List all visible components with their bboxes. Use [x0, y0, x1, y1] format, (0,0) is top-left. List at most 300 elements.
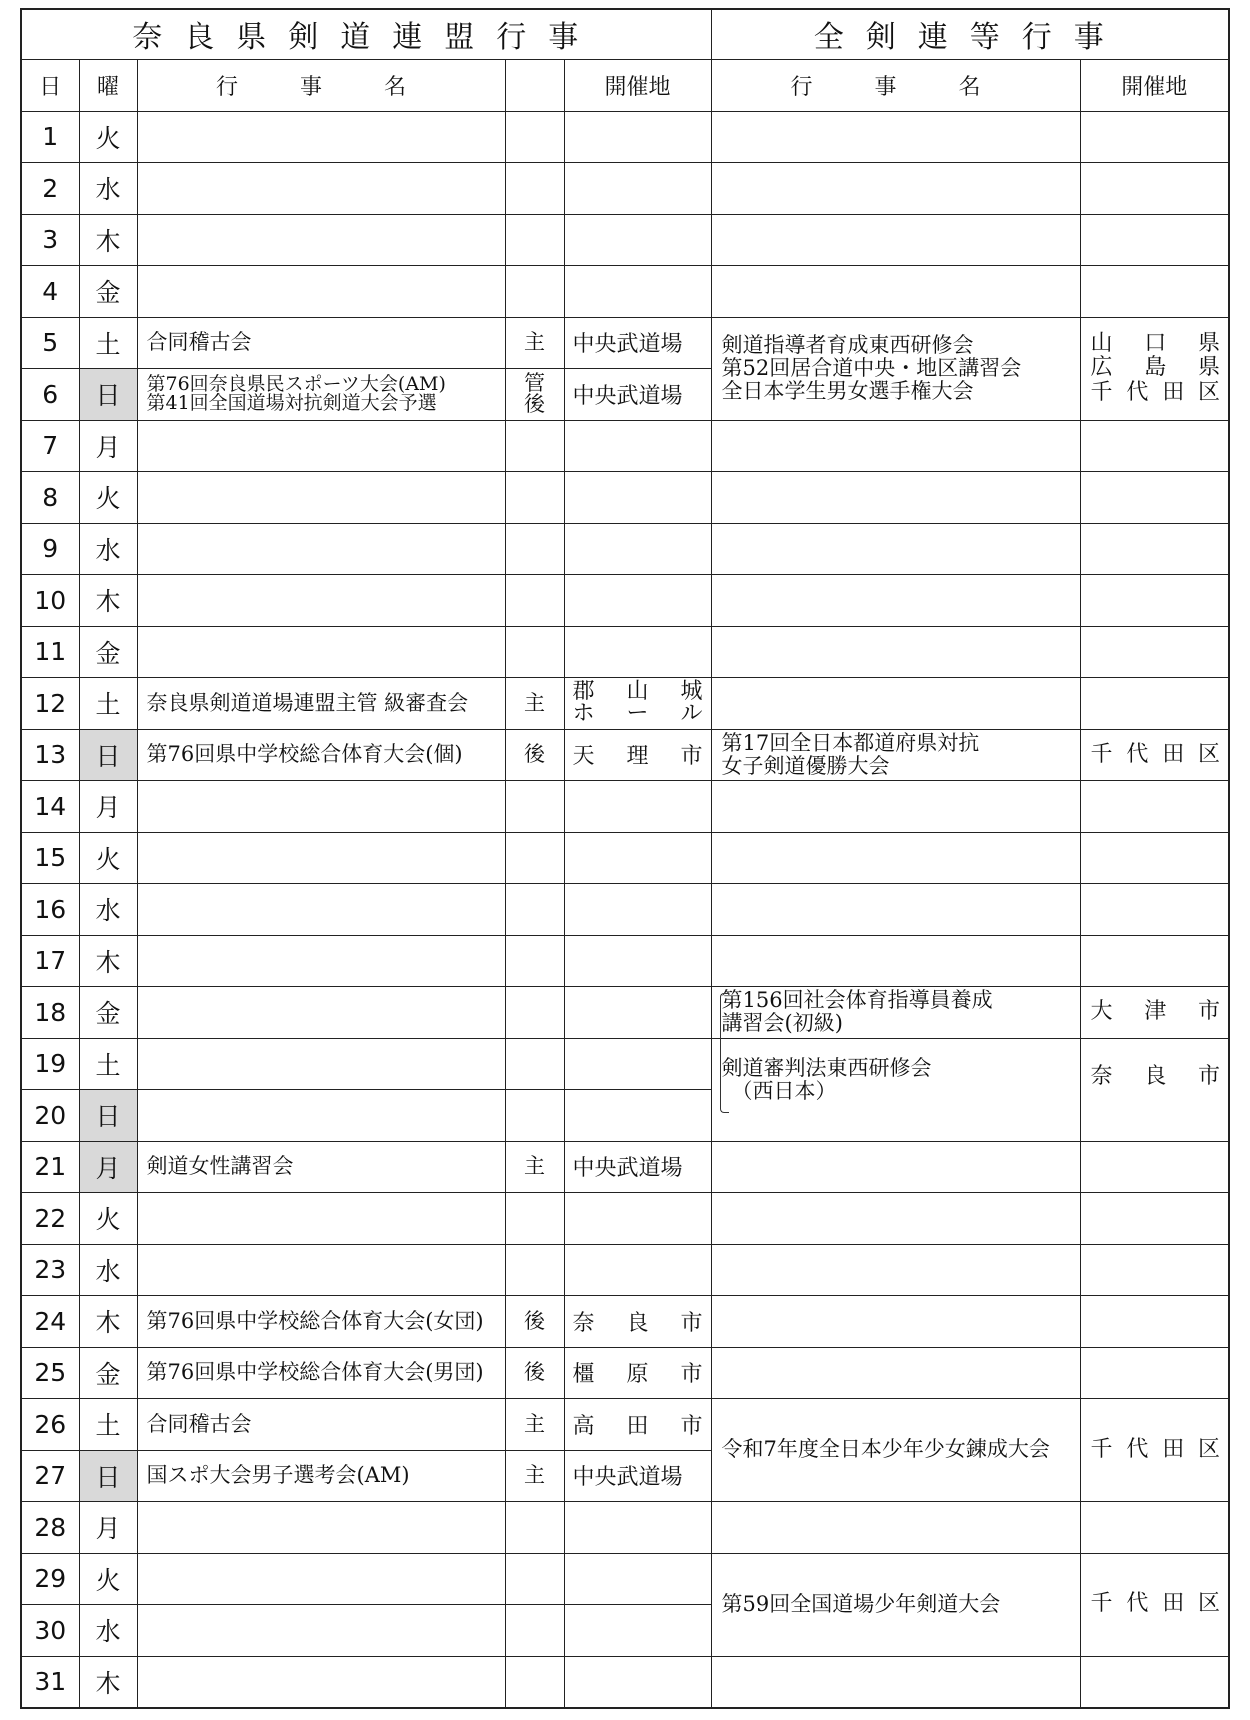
day-row: [21, 1399, 1229, 1451]
nara-event-kind: [505, 1656, 564, 1708]
venue-char: 天: [572, 744, 595, 770]
nara-event-venue: [564, 678, 711, 730]
kind-line: 主: [524, 1463, 545, 1488]
kind-line: 管: [524, 370, 545, 395]
event-line: 第41回全国道場対抗剣道大会予選: [146, 392, 437, 415]
national-event-venue: [1080, 523, 1229, 575]
national-event-line: 全日本学生男女選手権大会: [721, 379, 974, 404]
day-row: [21, 626, 1229, 678]
national-event-name: [711, 523, 1080, 575]
national-event-name: [711, 935, 1080, 987]
national-event-name: [711, 266, 1080, 318]
venue-char: 郡: [572, 679, 595, 705]
nara-event-name: [137, 1656, 505, 1708]
venue-header: 開催地: [564, 59, 711, 111]
weekday: 月: [79, 1502, 137, 1554]
nara-event-venue: [564, 1193, 711, 1245]
nara-event-venue: [564, 1605, 711, 1657]
nara-event-kind: [505, 1502, 564, 1554]
day-row: [21, 575, 1229, 627]
venue-char: 橿: [572, 1362, 595, 1388]
nara-section-title: 奈良県剣道連盟行事: [21, 9, 711, 59]
day-row: [21, 266, 1229, 318]
national-event-venue: [1080, 472, 1229, 524]
nara-event-name: [137, 1450, 505, 1502]
national-event-name: [711, 1296, 1080, 1348]
weekday: 木: [79, 214, 137, 266]
day-number: 5: [21, 317, 79, 369]
nara-event-name: [137, 575, 505, 627]
venue-char: 市: [680, 1310, 703, 1336]
nara-event-kind: [505, 1450, 564, 1502]
nara-event-name: [137, 935, 505, 987]
weekday: 月: [79, 781, 137, 833]
kind-line: 主: [524, 1154, 545, 1179]
weekday: 日: [79, 369, 137, 421]
nara-event-name: [137, 523, 505, 575]
day-number: 29: [21, 1553, 79, 1605]
nara-event-venue: [564, 1347, 711, 1399]
national-event-name: [711, 1656, 1080, 1708]
national-event-name: [711, 1399, 1080, 1502]
national-event-name: [711, 420, 1080, 472]
day-number: 2: [21, 163, 79, 215]
venue-char: 口: [1144, 331, 1167, 357]
day-number: 17: [21, 935, 79, 987]
day-row: [21, 935, 1229, 987]
venue-char: ル: [680, 701, 703, 727]
event-line: 第76回奈良県民スポーツ大会(AM): [146, 372, 446, 395]
national-event-name: [711, 1553, 1080, 1656]
weekday: 火: [79, 1553, 137, 1605]
venue-char: 市: [1198, 999, 1221, 1025]
day-row: [21, 678, 1229, 730]
venue-char: 島: [1144, 355, 1167, 381]
national-event-name: [711, 884, 1080, 936]
nara-event-kind: [505, 317, 564, 369]
nara-event-name: [137, 1193, 505, 1245]
venue-char: 県: [1198, 355, 1221, 381]
nara-event-venue: [564, 884, 711, 936]
nara-event-name: [137, 781, 505, 833]
nara-event-venue: [564, 935, 711, 987]
nara-event-kind: [505, 523, 564, 575]
nara-event-kind: [505, 575, 564, 627]
weekday: 木: [79, 935, 137, 987]
event-line: 奈良県剣道道場連盟主管 級審査会: [146, 690, 469, 715]
weekday: 日: [79, 729, 137, 781]
venue-char: 田: [1162, 741, 1185, 767]
event-line: 第76回県中学校総合体育大会(個): [146, 742, 463, 767]
national-event-line: 第17回全日本都道府県対抗: [721, 730, 980, 755]
weekday: 金: [79, 266, 137, 318]
venue-char: 田: [1162, 1591, 1185, 1617]
nara-event-kind: [505, 781, 564, 833]
venue-char: 区: [1198, 741, 1221, 767]
day-row: [21, 523, 1229, 575]
venue-char: ー: [626, 701, 649, 727]
national-event-name: [711, 1141, 1080, 1193]
venue-char: 市: [680, 744, 703, 770]
nara-event-name: [137, 987, 505, 1039]
venue-char: 代: [1126, 379, 1149, 405]
national-event-venue: [1080, 111, 1229, 163]
venue-char: 中央武道場: [572, 332, 683, 358]
national-event-venue: [1080, 214, 1229, 266]
venue-char: 大: [1090, 999, 1113, 1025]
venue-char: 市: [1198, 1063, 1221, 1089]
weekday: 金: [79, 987, 137, 1039]
venue-char: 千: [1090, 379, 1113, 405]
venue-char: 田: [1162, 379, 1185, 405]
nara-event-venue: [564, 1450, 711, 1502]
national-event-line: 剣道指導者育成東西研修会: [721, 332, 974, 357]
national-event-venue: [1080, 266, 1229, 318]
nara-event-venue: [564, 1038, 711, 1090]
nara-event-name: [137, 317, 505, 369]
nara-event-venue: [564, 1656, 711, 1708]
national-event-name: [711, 1038, 1080, 1141]
national-event-venue: [1080, 1656, 1229, 1708]
nara-event-venue: [564, 1296, 711, 1348]
day-row: [21, 832, 1229, 884]
kind-line: 主: [524, 1411, 545, 1436]
national-venue-header: 開催地: [1080, 59, 1229, 111]
weekday: 水: [79, 523, 137, 575]
venue-char: ホ: [572, 701, 595, 727]
national-event-name: [711, 626, 1080, 678]
national-event-name: [711, 111, 1080, 163]
day-row: [21, 1038, 1229, 1090]
event-line: 第76回県中学校総合体育大会(女団): [146, 1308, 484, 1333]
national-event-venue: [1080, 1244, 1229, 1296]
day-number: 15: [21, 832, 79, 884]
day-number: 13: [21, 729, 79, 781]
nara-event-kind: [505, 214, 564, 266]
day-row: [21, 1141, 1229, 1193]
national-event-name: [711, 729, 1080, 781]
nara-event-venue: [564, 317, 711, 369]
day-row: [21, 1296, 1229, 1348]
venue-char: 良: [1144, 1063, 1167, 1089]
venue-char: 理: [626, 744, 649, 770]
day-number: 7: [21, 420, 79, 472]
kind-line: 後: [524, 1360, 545, 1385]
nara-event-name: [137, 1399, 505, 1451]
event-line: 合同稽古会: [146, 330, 252, 355]
nara-event-venue: [564, 472, 711, 524]
bracket-icon: [720, 993, 729, 1113]
national-event-name: [711, 781, 1080, 833]
day-number: 22: [21, 1193, 79, 1245]
day-row: [21, 987, 1229, 1039]
weekday: 日: [79, 1090, 137, 1142]
nara-event-kind: [505, 111, 564, 163]
day-row: [21, 317, 1229, 369]
weekday: 火: [79, 472, 137, 524]
national-event-venue: [1080, 884, 1229, 936]
nara-event-kind: [505, 1553, 564, 1605]
nara-event-kind: [505, 1296, 564, 1348]
event-calendar-table: [20, 8, 1230, 1709]
venue-char: 市: [680, 1413, 703, 1439]
nara-event-venue: [564, 111, 711, 163]
nara-event-venue: [564, 575, 711, 627]
nara-event-kind: [505, 729, 564, 781]
nara-event-kind: [505, 987, 564, 1039]
nara-event-venue: [564, 420, 711, 472]
day-row: [21, 1244, 1229, 1296]
day-row: [21, 781, 1229, 833]
day-number: 10: [21, 575, 79, 627]
venue-char: 中央武道場: [572, 1156, 683, 1182]
nara-event-venue: [564, 1399, 711, 1451]
nara-event-name: [137, 678, 505, 730]
event-line: 剣道女性講習会: [146, 1154, 294, 1179]
venue-char: 広: [1090, 355, 1113, 381]
weekday: 土: [79, 678, 137, 730]
event-line: 合同稽古会: [146, 1411, 252, 1436]
day-row: [21, 1502, 1229, 1554]
national-event-line: 講習会(初級): [721, 1011, 843, 1036]
nara-event-kind: [505, 163, 564, 215]
national-event-venue: [1080, 1296, 1229, 1348]
national-event-venue: [1080, 678, 1229, 730]
day-number: 3: [21, 214, 79, 266]
nara-event-kind: [505, 884, 564, 936]
national-event-name: [711, 317, 1080, 420]
national-event-line: 第59回全国道場少年剣道大会: [721, 1591, 1001, 1616]
nara-event-name: [137, 729, 505, 781]
nara-event-venue: [564, 1553, 711, 1605]
nara-event-name: [137, 832, 505, 884]
column-header-row: [21, 59, 1229, 111]
venue-char: 千: [1090, 1591, 1113, 1617]
nara-event-kind: [505, 420, 564, 472]
venue-char: 奈: [572, 1310, 595, 1336]
day-number: 8: [21, 472, 79, 524]
kind-line: 後: [524, 392, 545, 417]
day-number: 9: [21, 523, 79, 575]
nara-event-kind: [505, 935, 564, 987]
day-number: 31: [21, 1656, 79, 1708]
nara-event-kind: [505, 1141, 564, 1193]
venue-char: 中央武道場: [572, 383, 683, 409]
venue-char: 千: [1090, 1436, 1113, 1462]
day-row: [21, 111, 1229, 163]
nara-event-name: [137, 1296, 505, 1348]
day-number: 18: [21, 987, 79, 1039]
venue-char: 市: [680, 1362, 703, 1388]
nara-event-kind: [505, 626, 564, 678]
national-event-name: [711, 575, 1080, 627]
national-event-venue: [1080, 1553, 1229, 1656]
venue-char: 山: [1090, 331, 1113, 357]
national-section-title: 全剣連等行事: [711, 9, 1229, 59]
nara-event-kind: [505, 1399, 564, 1451]
venue-char: 田: [626, 1413, 649, 1439]
venue-char: 田: [1162, 1436, 1185, 1462]
national-event-name-header: 行 事 名: [711, 59, 1080, 111]
kind-line: 主: [524, 690, 545, 715]
venue-char: 城: [680, 679, 703, 705]
weekday: 火: [79, 1193, 137, 1245]
day-number: 27: [21, 1450, 79, 1502]
nara-event-name: [137, 1605, 505, 1657]
venue-char: 県: [1198, 331, 1221, 357]
day-row: [21, 214, 1229, 266]
venue-char: 代: [1126, 1591, 1149, 1617]
nara-event-kind: [505, 832, 564, 884]
weekday: 水: [79, 163, 137, 215]
national-event-name: [711, 214, 1080, 266]
day-number: 23: [21, 1244, 79, 1296]
kind-line: 後: [524, 1308, 545, 1333]
event-line: 第76回県中学校総合体育大会(男団): [146, 1360, 484, 1385]
nara-event-name: [137, 884, 505, 936]
nara-event-venue: [564, 781, 711, 833]
nara-event-kind: [505, 1193, 564, 1245]
venue-char: 区: [1198, 379, 1221, 405]
day-number: 20: [21, 1090, 79, 1142]
day-number: 4: [21, 266, 79, 318]
nara-event-name: [137, 1502, 505, 1554]
nara-event-venue: [564, 1141, 711, 1193]
nara-event-name: [137, 1244, 505, 1296]
nara-event-name: [137, 111, 505, 163]
national-event-name: [711, 1244, 1080, 1296]
nara-event-kind: [505, 1605, 564, 1657]
nara-event-name: [137, 266, 505, 318]
national-event-venue: [1080, 1038, 1229, 1141]
nara-event-venue: [564, 832, 711, 884]
venue-char: 区: [1198, 1436, 1221, 1462]
weekday: 木: [79, 1656, 137, 1708]
venue-char: 代: [1126, 1436, 1149, 1462]
national-event-name: [711, 1502, 1080, 1554]
weekday-header: 曜: [79, 59, 137, 111]
venue-char: 津: [1144, 999, 1167, 1025]
day-number: 24: [21, 1296, 79, 1348]
weekday: 水: [79, 1605, 137, 1657]
weekday: 水: [79, 1244, 137, 1296]
national-event-venue: [1080, 1399, 1229, 1502]
event-name-header: 行 事 名: [137, 59, 505, 111]
day-row: [21, 1193, 1229, 1245]
day-row: [21, 1553, 1229, 1605]
national-event-venue: [1080, 987, 1229, 1039]
nara-event-venue: [564, 369, 711, 421]
day-row: [21, 163, 1229, 215]
nara-event-kind: [505, 266, 564, 318]
national-event-line: （西日本）: [731, 1078, 837, 1103]
weekday: 水: [79, 884, 137, 936]
day-number: 14: [21, 781, 79, 833]
national-event-venue: [1080, 1502, 1229, 1554]
venue-char: 良: [626, 1310, 649, 1336]
national-event-name: [711, 163, 1080, 215]
national-event-line: 令和7年度全日本少年少女錬成大会: [721, 1437, 1050, 1462]
kind-line: 主: [524, 330, 545, 355]
nara-event-kind: [505, 1244, 564, 1296]
venue-char: 区: [1198, 1591, 1221, 1617]
day-row: [21, 472, 1229, 524]
national-event-line: 女子剣道優勝大会: [721, 753, 890, 778]
weekday: 火: [79, 111, 137, 163]
weekday: 木: [79, 1296, 137, 1348]
national-event-name: [711, 472, 1080, 524]
day-number: 26: [21, 1399, 79, 1451]
weekday: 土: [79, 1399, 137, 1451]
national-event-name: [711, 678, 1080, 730]
national-event-name: [711, 832, 1080, 884]
weekday: 月: [79, 420, 137, 472]
nara-event-kind: [505, 1090, 564, 1142]
weekday: 木: [79, 575, 137, 627]
nara-event-name: [137, 163, 505, 215]
weekday: 金: [79, 1347, 137, 1399]
venue-char: 山: [626, 679, 649, 705]
venue-char: 原: [626, 1362, 649, 1388]
weekday: 土: [79, 1038, 137, 1090]
national-event-venue: [1080, 1193, 1229, 1245]
national-event-venue: [1080, 420, 1229, 472]
nara-event-name: [137, 1090, 505, 1142]
nara-event-name: [137, 214, 505, 266]
weekday: 月: [79, 1141, 137, 1193]
national-event-name: [711, 1193, 1080, 1245]
nara-event-kind: [505, 369, 564, 421]
day-number: 30: [21, 1605, 79, 1657]
nara-event-kind: [505, 472, 564, 524]
calendar-body: [21, 111, 1229, 1708]
day-row: [21, 884, 1229, 936]
nara-event-name: [137, 1141, 505, 1193]
national-event-venue: [1080, 729, 1229, 781]
national-event-venue: [1080, 1141, 1229, 1193]
weekday: 火: [79, 832, 137, 884]
national-event-line: 第52回居合道中央・地区講習会: [721, 355, 1022, 380]
nara-event-kind: [505, 678, 564, 730]
venue-char: 高: [572, 1413, 595, 1439]
weekday: 金: [79, 626, 137, 678]
venue-char: 奈: [1090, 1063, 1113, 1089]
venue-char: 中央武道場: [572, 1465, 683, 1491]
day-number: 12: [21, 678, 79, 730]
national-event-line: 第156回社会体育指導員養成: [721, 988, 993, 1013]
calendar-sheet: [20, 8, 1228, 1706]
nara-event-venue: [564, 987, 711, 1039]
day-number: 6: [21, 369, 79, 421]
title-row: [21, 9, 1229, 59]
venue-char: 千: [1090, 741, 1113, 767]
day-row: [21, 420, 1229, 472]
day-number: 19: [21, 1038, 79, 1090]
nara-event-venue: [564, 729, 711, 781]
kind-header: [505, 59, 564, 111]
national-event-name: [711, 987, 1080, 1039]
national-event-venue: [1080, 163, 1229, 215]
nara-event-kind: [505, 1038, 564, 1090]
nara-event-venue: [564, 266, 711, 318]
day-number: 28: [21, 1502, 79, 1554]
nara-event-name: [137, 369, 505, 421]
national-event-venue: [1080, 781, 1229, 833]
national-event-venue: [1080, 935, 1229, 987]
day-number: 16: [21, 884, 79, 936]
national-event-venue: [1080, 832, 1229, 884]
weekday: 土: [79, 317, 137, 369]
